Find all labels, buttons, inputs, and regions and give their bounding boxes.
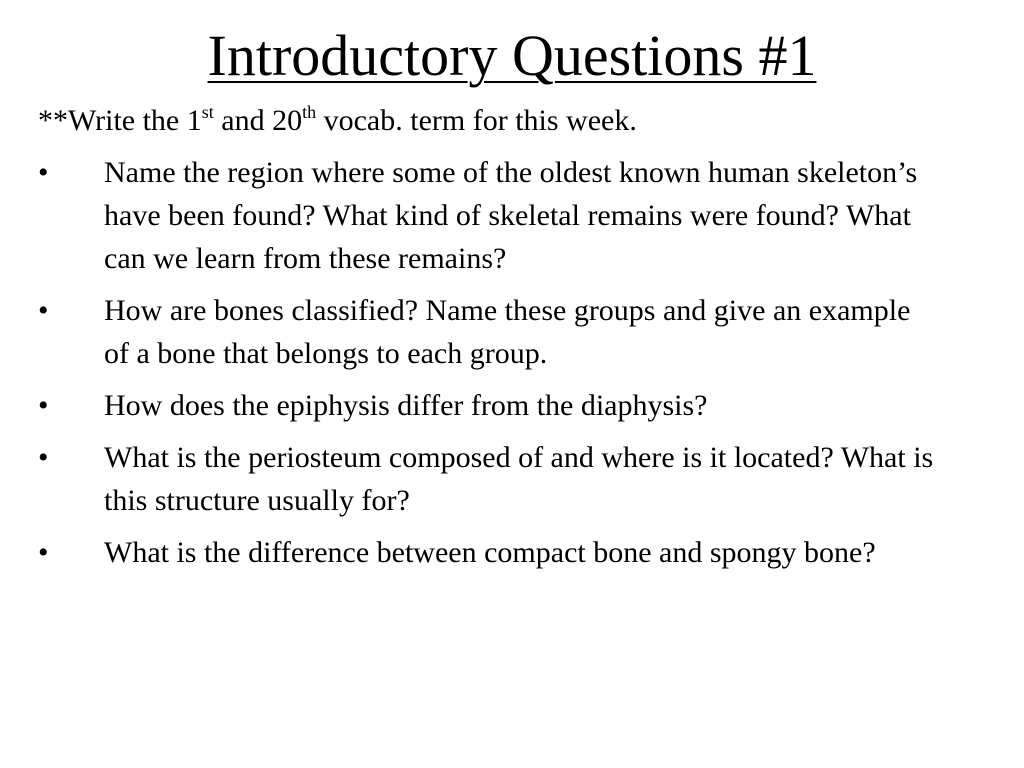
bullet-icon: •: [38, 441, 49, 474]
twentieth-ordinal-superscript: th: [302, 102, 317, 122]
slide-title-text: Introductory Questions #1: [207, 23, 817, 88]
bullet-icon: •: [38, 536, 49, 569]
slide-title: [0, 18, 1024, 94]
question-text: What is the periosteum composed of and where is it located? What is this structure usually for?: [104, 441, 934, 517]
bullet-icon: •: [38, 389, 49, 422]
bullet-icon: •: [38, 156, 49, 189]
question-text: What is the difference between compact bone and spongy bone?: [104, 536, 876, 569]
question-list: [0, 151, 1024, 583]
vocab-instruction: [38, 100, 998, 142]
question-item: [0, 384, 934, 427]
question-item: [0, 151, 934, 280]
question-text: Name the region where some of the oldest known human skeleton’s have been found? What kind of skeletal remains were found? What can we learn from these remains?: [104, 156, 918, 275]
bullet-icon: •: [38, 294, 49, 327]
question-item: [0, 436, 934, 522]
vocab-instruction-suffix: vocab. term for this week.: [316, 104, 637, 137]
vocab-instruction-middle: and 20: [213, 104, 303, 137]
vocab-instruction-prefix: **Write the 1: [38, 104, 202, 137]
question-item: [0, 531, 934, 574]
question-item: [0, 289, 934, 375]
first-ordinal-superscript: st: [201, 102, 214, 122]
question-text: How are bones classified? Name these groups and give an example of a bone that belongs to each group.: [104, 294, 911, 370]
question-text: How does the epiphysis differ from the diaphysis?: [104, 389, 708, 422]
